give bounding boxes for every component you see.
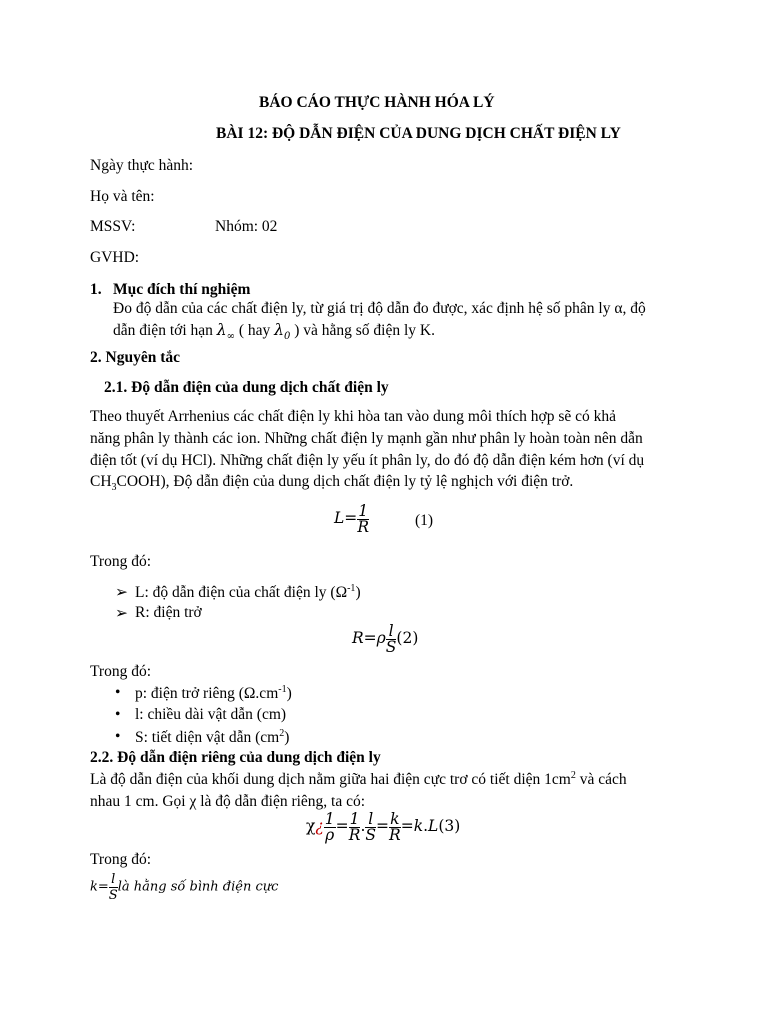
equation-1-number: (1) bbox=[415, 512, 434, 529]
where-label-2: Trong đó: bbox=[90, 663, 152, 680]
section1-text-line2 bbox=[113, 321, 435, 342]
bullet-conductance: L: độ dẫn điện của chất điện ly $(\Omega^{-1})$ bbox=[135, 583, 361, 602]
cell-constant-definition: k= $\frac{l}{S}$ là hằng số bình điện cực bbox=[90, 872, 279, 903]
section2-1-heading: 2.1. Độ dẫn điện của dung dịch chất điện ly bbox=[104, 379, 389, 396]
group-label: Nhóm: 02 bbox=[215, 218, 278, 235]
para-line-1: Theo thuyết Arrhenius các chất điện ly khi hòa tan vào dung môi thích hợp sẽ có khả bbox=[90, 408, 617, 425]
bullet-resistance: R: điện trở bbox=[135, 604, 202, 621]
equation-3: χ¿ $\frac{1}{\rho}$ = $\frac{1}{R}$ . $\frac{l}{S}$ = $\frac{k}{R}$ =k.L(3) bbox=[306, 810, 461, 844]
para-line-3: điện tốt (ví dụ HCl). Những chất điện ly yếu ít phân ly, do đó độ dẫn điện kém hơn (ví dụ bbox=[90, 452, 645, 469]
para-line-2: năng phân ly thành các ion. Những chất điện ly mạnh gần như phân ly hoàn toàn nên dẫn bbox=[90, 430, 643, 447]
date-label: Ngày thực hành: bbox=[90, 157, 194, 174]
lambda-zero-symbol: $\lambda_0$ bbox=[274, 321, 291, 343]
name-label: Họ và tên: bbox=[90, 188, 155, 205]
section1-text-b2: ( hay bbox=[238, 322, 271, 339]
gvhd-label: GVHD: bbox=[90, 249, 140, 266]
equation-2: R=ρ $\frac{l}{S}$ (2) bbox=[352, 622, 419, 656]
section2-heading: 2. Nguyên tắc bbox=[90, 349, 180, 366]
report-title: BÁO CÁO THỰC HÀNH HÓA LÝ bbox=[259, 94, 495, 111]
dot-bullet-icon: • bbox=[115, 706, 121, 723]
equation-1: L= $\frac{1}{R}$ bbox=[334, 502, 370, 536]
bullet-resistivity: p: điện trở riêng $(\Omega.cm^{-1})$ bbox=[135, 684, 292, 703]
mssv-label: MSSV: bbox=[90, 218, 136, 235]
where-label-1: Trong đó: bbox=[90, 553, 152, 570]
bullet-length: l: chiều dài vật dẫn (cm) bbox=[135, 706, 287, 723]
section1-number: 1. bbox=[90, 281, 102, 298]
section1-heading: Mục đích thí nghiệm bbox=[113, 281, 251, 298]
para-line-4a: CH bbox=[90, 473, 112, 490]
where-label-3: Trong đó: bbox=[90, 851, 152, 868]
para-line-4: $CH_3COOH$), Độ dẫn điện của dung dịch chất điện ly tỷ lệ nghịch với điện trở. bbox=[90, 473, 574, 494]
dot-bullet-icon: • bbox=[115, 728, 121, 745]
sub2-line-2: nhau 1 cm. Gọi χ là độ dẫn điện riêng, ta có: bbox=[90, 793, 366, 810]
para-line-4b: COOH), Độ dẫn điện của dung dịch chất điện ly tỷ lệ nghịch với điện trở. bbox=[116, 473, 574, 490]
section2-2-heading: 2.2. Độ dẫn điện riêng của dung dịch điện ly bbox=[90, 749, 381, 766]
lab-subtitle: BÀI 12: ĐỘ DẪN ĐIỆN CỦA DUNG DỊCH CHẤT ĐIỆN LY bbox=[216, 125, 621, 142]
section1-text-b1: dẫn điện tới hạn bbox=[113, 322, 213, 339]
lambda-infinity-symbol: $\lambda_\infty$ bbox=[216, 321, 235, 343]
arrow-bullet-icon: ➢ bbox=[115, 584, 128, 601]
section1-text-b3: ) và hằng số điện ly K. bbox=[294, 322, 435, 339]
bullet-area: S: tiết diện vật dẫn $(cm^2)$ bbox=[135, 728, 290, 747]
sub2-line-1: Là độ dẫn điện của khối dung dịch nằm giữa hai điện cực trơ có tiết diện $1cm^2$ và cách bbox=[90, 770, 627, 789]
arrow-bullet-icon: ➢ bbox=[115, 605, 128, 622]
dot-bullet-icon: • bbox=[115, 684, 121, 701]
section1-text-line1: Đo độ dẫn của các chất điện ly, từ giá trị độ dẫn đo được, xác định hệ số phân ly α, độ bbox=[113, 300, 646, 317]
